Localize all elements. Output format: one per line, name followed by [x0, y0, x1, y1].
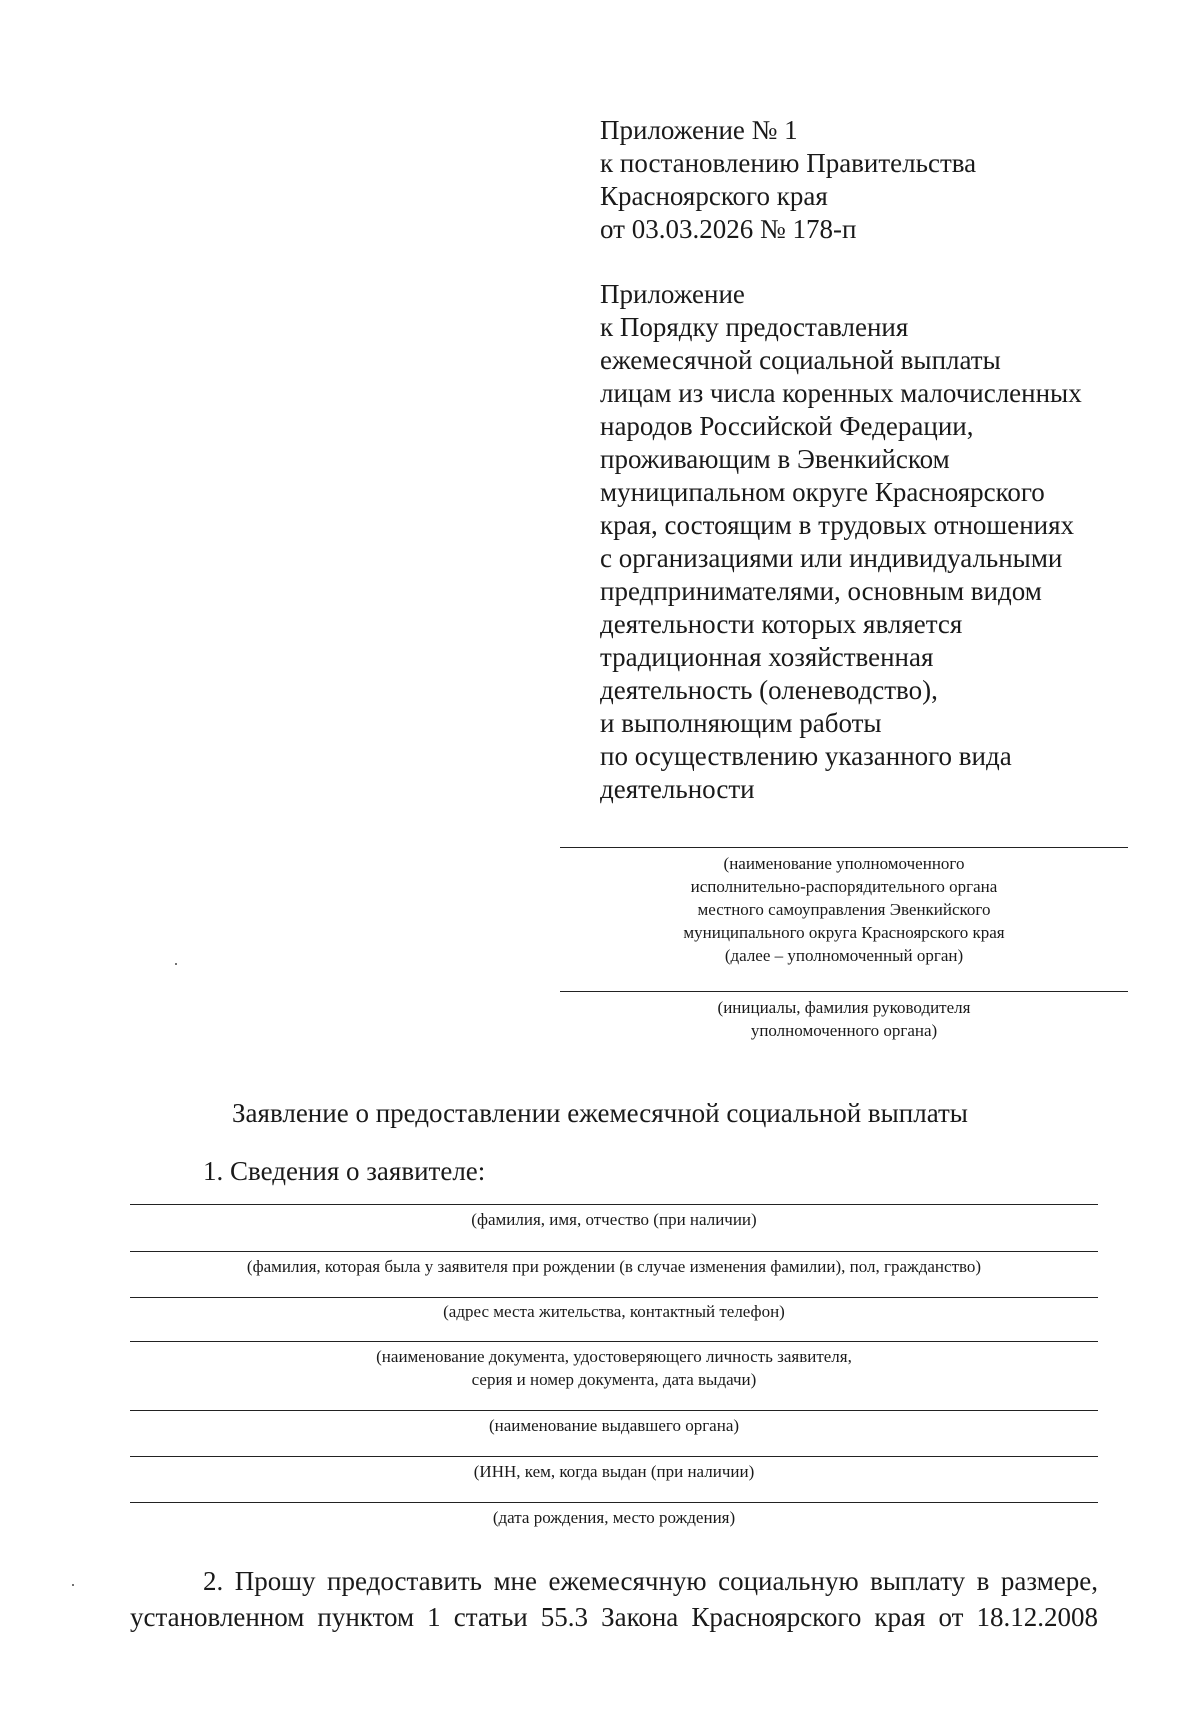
appendix-2-line: деятельность (оленеводство),	[600, 675, 938, 705]
appendix-2-line: края, состоящим в трудовых отношениях	[600, 510, 1075, 540]
caption-line: (наименование уполномоченного	[723, 854, 965, 873]
paragraph-line: установленном пунктом 1 статьи 55.3 Закона Красноярского края от 18.12.2008	[130, 1602, 1098, 1632]
appendix-2-line: деятельности которых является	[600, 609, 963, 639]
paragraph-line: 2. Прошу предоставить мне ежемесячную социальную выплату в размере,	[203, 1566, 1098, 1596]
caption-line: (дата рождения, место рождения)	[492, 1508, 736, 1527]
appendix-1-line: от 03.03.2026 № 178-п	[600, 214, 857, 244]
caption-line: (инициалы, фамилия руководителя	[717, 998, 971, 1017]
appendix-1-line: Красноярского края	[600, 181, 828, 211]
appendix-2-header	[600, 278, 1120, 806]
caption-line: (фамилия, имя, отчество (при наличии)	[471, 1210, 757, 1229]
full-name-caption	[130, 1208, 1098, 1231]
scan-speck	[175, 963, 177, 965]
birth-date-place-line[interactable]	[130, 1502, 1098, 1503]
appendix-2-line: лицам из числа коренных малочисленных	[600, 378, 1082, 408]
appendix-1-header	[600, 114, 1120, 246]
appendix-2-line: ежемесячной социальной выплаты	[600, 345, 1001, 375]
authority-head-caption	[560, 996, 1128, 1042]
caption-line: (фамилия, которая была у заявителя при рождении (в случае изменения фамилии), пол, гражданство)	[246, 1257, 982, 1276]
issuing-authority-line[interactable]	[130, 1410, 1098, 1411]
caption-line: (далее – уполномоченный орган)	[724, 946, 964, 965]
appendix-1-line: к постановлению Правительства	[600, 148, 977, 178]
address-line[interactable]	[130, 1297, 1098, 1298]
caption-line: (наименование документа, удостоверяющего личность заявителя,	[376, 1347, 852, 1366]
address-caption	[130, 1300, 1098, 1323]
appendix-2-line: проживающим в Эвенкийском	[600, 444, 950, 474]
appendix-2-line: к Порядку предоставления	[600, 312, 909, 342]
appendix-2-line: традиционная хозяйственная	[600, 642, 934, 672]
inn-line[interactable]	[130, 1456, 1098, 1457]
caption-line: (адрес места жительства, контактный телефон)	[443, 1302, 785, 1321]
birth-surname-caption	[130, 1255, 1098, 1278]
appendix-2-line: Приложение	[600, 279, 745, 309]
caption-line: местного самоуправления Эвенкийского	[697, 900, 991, 919]
identity-document-line[interactable]	[130, 1341, 1098, 1342]
caption-line: уполномоченного органа)	[750, 1021, 938, 1040]
section-2-paragraph	[130, 1563, 1098, 1635]
caption-line: серия и номер документа, дата выдачи)	[471, 1370, 757, 1389]
caption-line: муниципального округа Красноярского края	[683, 923, 1005, 942]
authority-head-line[interactable]	[560, 991, 1128, 992]
appendix-2-line: муниципальном округе Красноярского	[600, 477, 1045, 507]
inn-caption	[130, 1460, 1098, 1483]
section-1-heading: 1. Сведения о заявителе:	[203, 1156, 486, 1186]
authority-name-line[interactable]	[560, 847, 1128, 848]
appendix-2-line: деятельности	[600, 774, 755, 804]
caption-line: (наименование выдавшего органа)	[488, 1416, 740, 1435]
scan-speck	[72, 1584, 74, 1586]
appendix-2-line: предпринимателями, основным видом	[600, 576, 1042, 606]
authority-name-caption	[560, 852, 1128, 967]
appendix-2-line: по осуществлению указанного вида	[600, 741, 1012, 771]
appendix-2-line: и выполняющим работы	[600, 708, 882, 738]
document-title: Заявление о предоставлении ежемесячной социальной выплаты	[232, 1098, 968, 1128]
birth-date-place-caption	[130, 1506, 1098, 1529]
birth-surname-line[interactable]	[130, 1251, 1098, 1252]
full-name-line[interactable]	[130, 1204, 1098, 1205]
appendix-2-line: с организациями или индивидуальными	[600, 543, 1063, 573]
appendix-2-line: народов Российской Федерации,	[600, 411, 974, 441]
issuing-authority-caption	[130, 1414, 1098, 1437]
caption-line: исполнительно-распорядительного органа	[690, 877, 998, 896]
caption-line: (ИНН, кем, когда выдан (при наличии)	[473, 1462, 755, 1481]
appendix-1-line: Приложение № 1	[600, 115, 798, 145]
identity-document-caption	[130, 1345, 1098, 1391]
